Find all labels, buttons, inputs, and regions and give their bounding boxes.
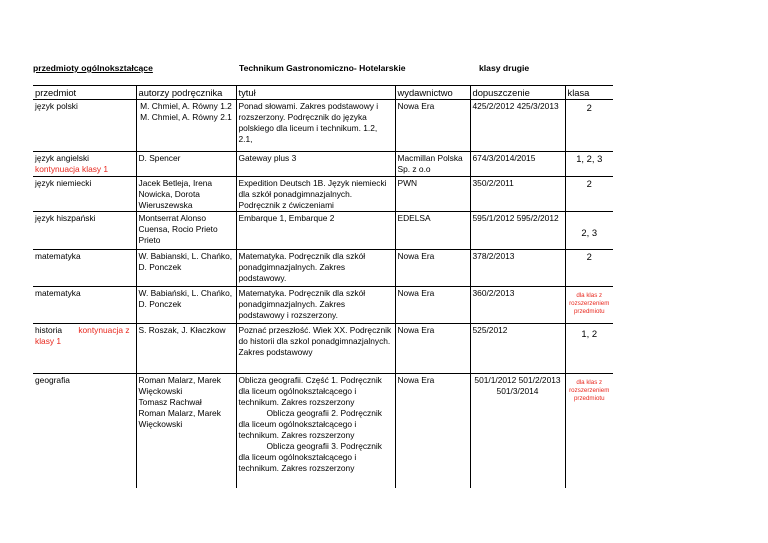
table-header-row xyxy=(33,86,613,100)
approval-cell: 674/3/2014/2015 xyxy=(470,152,565,177)
authors-cell: S. Roszak, J. Kłaczkow xyxy=(136,324,236,374)
table-row xyxy=(33,374,613,488)
table-row xyxy=(33,250,613,287)
title-line: Oblicza geografii 3. Podręcznik dla liceum ogólnokształcącego i technikum. Zakres rozszerzony xyxy=(238,441,382,473)
approval-cell: 501/1/2012 501/2/2013 501/3/2014 xyxy=(470,374,565,488)
col-header-grade: klasa xyxy=(565,86,613,100)
table-row xyxy=(33,152,613,177)
col-header-approval: dopuszczenie xyxy=(470,86,565,100)
title-cell: Poznać przeszłość. Wiek XX. Podręcznik do historii dla szkol ponadgimnazjalnych. Zakres podstawowy xyxy=(236,324,395,374)
authors-cell: W. Babiański, L. Chańko, D. Ponczek xyxy=(136,287,236,324)
publisher-cell: PWN xyxy=(395,177,470,212)
col-header-subject: przedmiot xyxy=(33,86,136,100)
authors-cell: W. Babianski, L. Chańko, D. Ponczek xyxy=(136,250,236,287)
title-cell: Ponad słowami. Zakres podstawowy i rozszerzony. Podręcznik do języka polskiego dla liceum i technikum. 1.2, 2.1, xyxy=(236,100,395,152)
table-row xyxy=(33,177,613,212)
publisher-cell: Nowa Era xyxy=(395,287,470,324)
author-line: Roman Malarz, Marek Więckowski xyxy=(138,408,221,429)
authors-cell: M. Chmiel, A. Równy 1.2 M. Chmiel, A. Równy 2.1 xyxy=(136,100,236,152)
textbook-table xyxy=(33,85,613,488)
grade-cell: 2 xyxy=(565,100,613,152)
subject-cell: język hiszpański xyxy=(33,212,136,250)
col-header-title: tytuł xyxy=(236,86,395,100)
subject-cell: matematyka xyxy=(33,250,136,287)
subject-cell: język niemiecki xyxy=(33,177,136,212)
grade-cell: 1, 2 xyxy=(565,324,613,374)
subject-cell: geografia xyxy=(33,374,136,488)
table-row xyxy=(33,212,613,250)
section-title: przedmioty ogólnokształcące xyxy=(33,63,153,73)
school-name: Technikum Gastronomiczno- Hotelarskie xyxy=(239,63,406,73)
authors-cell: Montserrat Alonso Cuensa, Rocio Prieto Prieto xyxy=(136,212,236,250)
title-cell: Matematyka. Podręcznik dla szkół ponadgimnazjalnych. Zakres podstawowy. xyxy=(236,250,395,287)
grade-cell: 2, 3 xyxy=(565,212,613,250)
grade-note-cell: dla klas z rozszerzeniem przedmiotu xyxy=(565,374,613,488)
publisher-cell: Nowa Era xyxy=(395,100,470,152)
title-cell: Embarque 1, Embarque 2 xyxy=(236,212,395,250)
publisher-cell: Macmillan Polska Sp. z o.o xyxy=(395,152,470,177)
title-line: Oblicza geografii 2. Podręcznik dla liceum ogólnokształcącego i technikum. Zakres rozszerzony xyxy=(238,408,382,440)
grade-cell: 2 xyxy=(565,177,613,212)
approval-cell: 350/2/2011 xyxy=(470,177,565,212)
subject-cell: matematyka xyxy=(33,287,136,324)
title-cell: Gateway plus 3 xyxy=(236,152,395,177)
title-cell xyxy=(236,374,395,488)
table-row xyxy=(33,287,613,324)
subject-note: kontynuacja klasy 1 xyxy=(35,164,109,174)
approval-cell: 425/2/2012 425/3/2013 xyxy=(470,100,565,152)
col-header-publisher: wydawnictwo xyxy=(395,86,470,100)
approval-cell: 378/2/2013 xyxy=(470,250,565,287)
approval-cell: 595/1/2012 595/2/2012 xyxy=(470,212,565,250)
publisher-cell: Nowa Era xyxy=(395,324,470,374)
grade-note-cell: dla klas z rozszerzeniem przedmiotu xyxy=(565,287,613,324)
subject-cell xyxy=(33,324,136,374)
approval-cell: 525/2012 xyxy=(470,324,565,374)
grade-cell: 2 xyxy=(565,250,613,287)
authors-cell: D. Spencer xyxy=(136,152,236,177)
subject-cell xyxy=(33,152,136,177)
publisher-cell: Nowa Era xyxy=(395,374,470,488)
table-row xyxy=(33,100,613,152)
col-header-authors: autorzy podręcznika xyxy=(136,86,236,100)
title-line: Oblicza geografii. Część 1. Podręcznik dla liceum ogólnokształcącego i technikum. Zakres rozszerzony xyxy=(238,375,382,407)
approval-cell: 360/2/2013 xyxy=(470,287,565,324)
authors-cell xyxy=(136,374,236,488)
author-line: Roman Malarz, Marek Więckowski xyxy=(138,375,221,396)
title-cell: Expedition Deutsch 1B. Język niemiecki dla szkół ponadgimnazjalnych. Podręcznik z ćwiczeniami xyxy=(236,177,395,212)
table-row xyxy=(33,324,613,374)
subject-label: historia xyxy=(35,325,62,335)
title-cell: Matematyka. Podręcznik dla szkół ponadgimnazjalnych. Zakres podstawowy i rozszerzony. xyxy=(236,287,395,324)
publisher-cell: EDELSA xyxy=(395,212,470,250)
subject-cell: język polski xyxy=(33,100,136,152)
author-line: Tomasz Rachwał xyxy=(138,397,202,407)
publisher-cell: Nowa Era xyxy=(395,250,470,287)
subject-label: język angielski xyxy=(35,153,89,163)
authors-cell: Jacek Betleja, Irena Nowicka, Dorota Wieruszewska xyxy=(136,177,236,212)
grade-cell: 1, 2, 3 xyxy=(565,152,613,177)
subject-note: kontynuacja z klasy 1 xyxy=(35,325,130,346)
class-level: klasy drugie xyxy=(479,63,530,73)
